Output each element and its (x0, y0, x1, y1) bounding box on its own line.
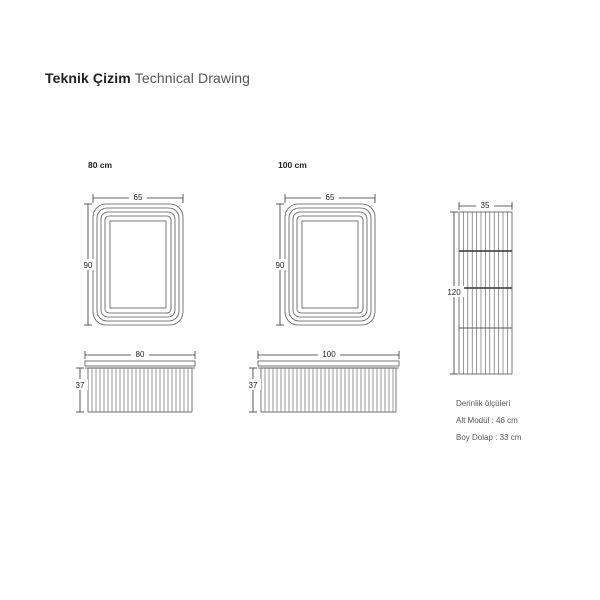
tall-cabinet-slats (463, 212, 507, 374)
cabinet-80-height-label: 37 (75, 381, 85, 390)
mirror-80-drawing (93, 204, 183, 325)
depth-note-tall-cabinet: Boy Dolap : 33 cm (456, 433, 522, 442)
tall-cabinet-drawing (459, 212, 512, 374)
tall-cabinet-height-label: 120 (447, 288, 461, 297)
dimension-labels (72, 192, 494, 390)
cabinet-80-width-label: 80 (135, 350, 145, 359)
cabinet-100-slats (265, 368, 393, 412)
variant-100-label: 100 cm (278, 160, 307, 170)
mirror-80-width-label: 65 (133, 193, 143, 202)
depth-note-base-module: Alt Modül : 46 cm (456, 416, 518, 425)
mirror-100-height-label: 90 (275, 261, 285, 270)
mirror-100-width-label: 65 (325, 193, 335, 202)
cabinet-80-drawing (85, 361, 195, 412)
mirror-100-drawing (285, 204, 375, 325)
mirror-80-height-label: 90 (83, 261, 93, 270)
title-turkish: Teknik Çizim (45, 70, 131, 86)
cabinet-100-height-label: 37 (248, 381, 258, 390)
depth-notes-heading: Derinlik ölçüleri (456, 399, 511, 408)
cabinet-100-width-label: 100 (322, 350, 336, 359)
cabinet-100-drawing (258, 361, 399, 412)
tall-cabinet-width-label: 35 (480, 201, 490, 210)
depth-notes (456, 395, 521, 446)
cabinet-80-slats (92, 368, 188, 412)
variant-80-label: 80 cm (88, 160, 113, 170)
title-english: Technical Drawing (134, 70, 251, 86)
